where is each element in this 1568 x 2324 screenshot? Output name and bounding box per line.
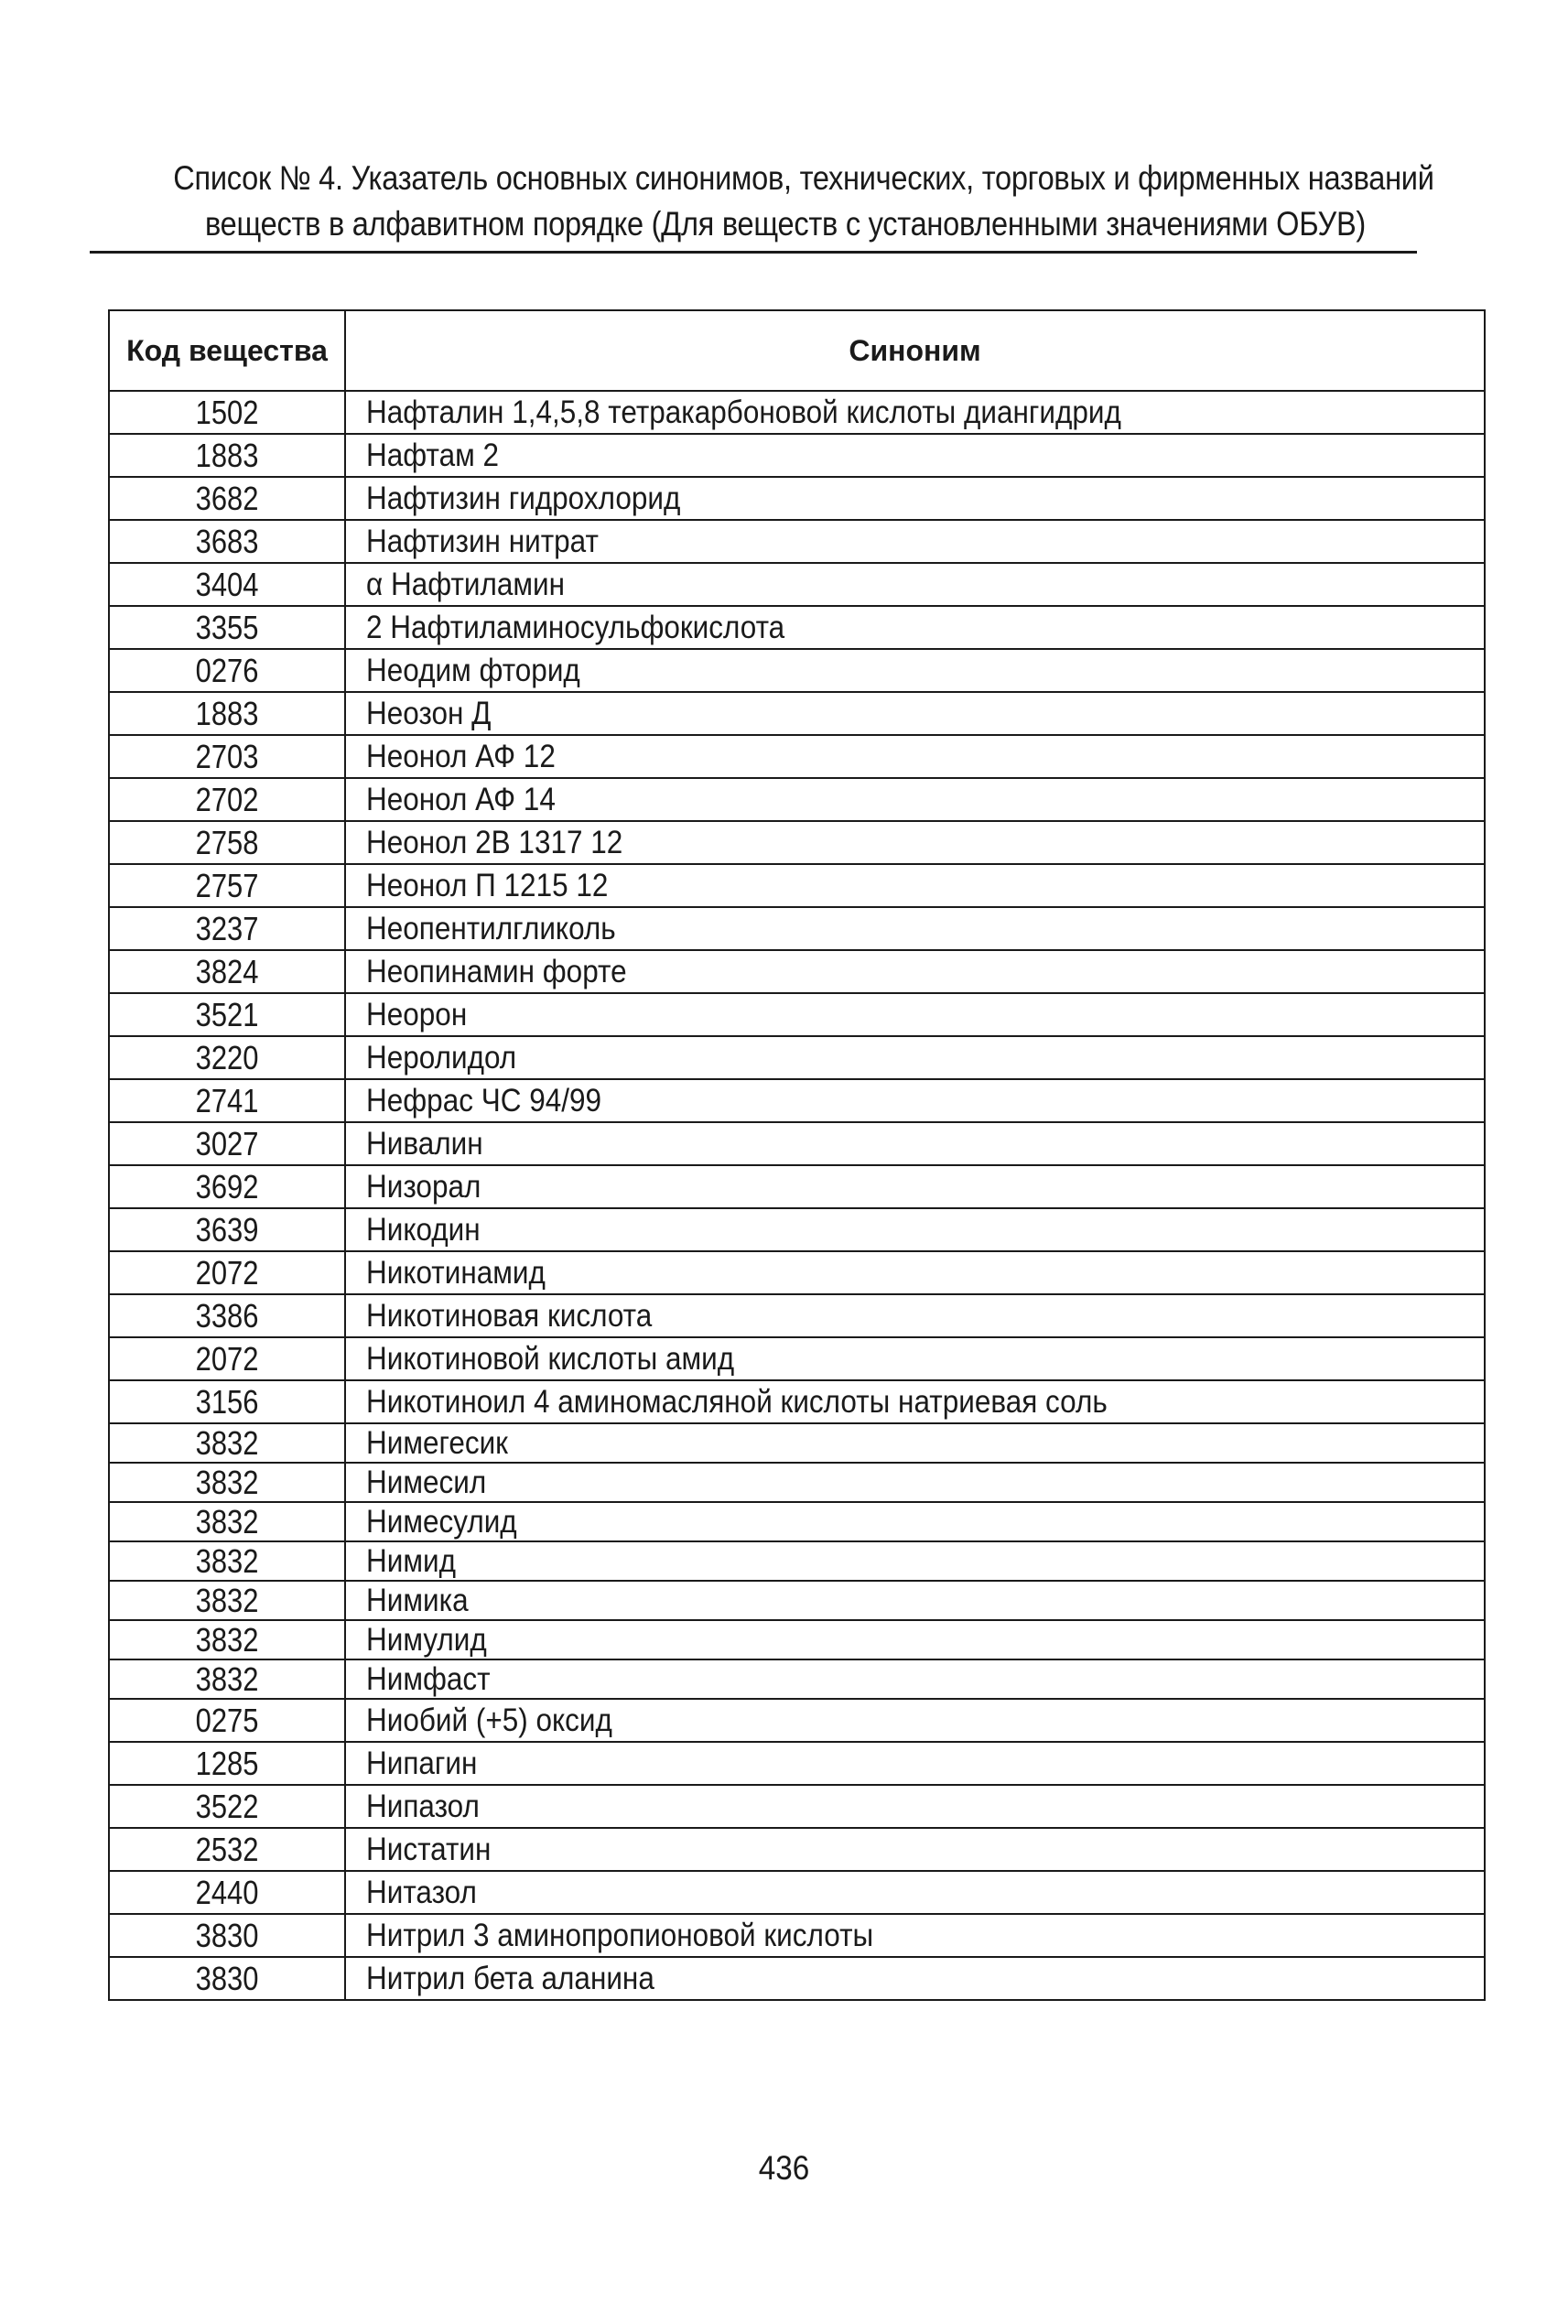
- synonym-cell: [345, 692, 1485, 735]
- synonym-text: α Нафтиламин: [366, 567, 566, 602]
- table-row: [109, 606, 1485, 649]
- table-row: [109, 1785, 1485, 1828]
- substance-code-cell: [109, 692, 345, 735]
- table-row: [109, 1871, 1485, 1914]
- table-row: [109, 950, 1485, 993]
- synonym-text: Нитрил бета аланина: [366, 1961, 654, 1996]
- substance-code-cell: [109, 1785, 345, 1828]
- synonym-text: Нимфаст: [366, 1661, 491, 1697]
- table-body: [109, 391, 1485, 2000]
- substance-code: 2757: [195, 867, 259, 904]
- table-row: [109, 1423, 1485, 1463]
- synonym-text: Нимид: [366, 1543, 456, 1579]
- substance-code: 1502: [195, 394, 259, 431]
- synonym-text: Нимесил: [366, 1465, 487, 1500]
- synonym-cell: [345, 864, 1485, 907]
- synonym-text: Неодим фторид: [366, 653, 580, 688]
- substance-code: 3237: [195, 910, 259, 947]
- synonym-cell: [345, 1423, 1485, 1463]
- synonym-cell: [345, 1659, 1485, 1699]
- substance-code: 1285: [195, 1745, 259, 1782]
- substance-code: 2702: [195, 781, 259, 818]
- synonym-cell: [345, 1251, 1485, 1294]
- synonym-cell: [345, 821, 1485, 864]
- synonym-cell: [345, 1337, 1485, 1380]
- table-row: [109, 1828, 1485, 1871]
- substance-code: 3404: [195, 566, 259, 603]
- synonym-text: Неозон Д: [366, 696, 492, 731]
- synonym-text: Неопентилгликоль: [366, 911, 616, 946]
- table-row: [109, 1742, 1485, 1785]
- synonym-cell: [345, 1742, 1485, 1785]
- substance-code: 3832: [195, 1582, 259, 1619]
- substance-code: 2741: [195, 1082, 259, 1119]
- synonym-cell: [345, 1294, 1485, 1337]
- substance-code: 2072: [195, 1254, 259, 1292]
- substance-code-cell: [109, 778, 345, 821]
- synonym-text: Нистатин: [366, 1832, 492, 1867]
- synonym-text: Никотинамид: [366, 1255, 546, 1291]
- synonym-text: Никотиноил 4 аминомасляной кислоты натриевая соль: [366, 1384, 1108, 1420]
- synonym-text: Нипагин: [366, 1746, 478, 1781]
- substance-code-cell: [109, 1463, 345, 1502]
- synonym-cell: [345, 1463, 1485, 1502]
- synonym-cell: [345, 520, 1485, 563]
- synonym-text: Никотиновой кислоты амид: [366, 1341, 735, 1377]
- substance-code-cell: [109, 1742, 345, 1785]
- table-row: [109, 1079, 1485, 1122]
- header-divider: [90, 251, 1417, 254]
- synonym-text: Нитрил 3 аминопропионовой кислоты: [366, 1918, 874, 1953]
- substance-code-cell: [109, 649, 345, 692]
- substance-code-cell: [109, 1502, 345, 1541]
- table-row: [109, 1251, 1485, 1294]
- synonym-cell: [345, 1122, 1485, 1165]
- synonym-text: 2 Нафтиламиносульфокислота: [366, 610, 785, 645]
- synonym-text: Неонол АФ 14: [366, 782, 556, 817]
- substance-code-cell: [109, 1541, 345, 1581]
- title-line-1: Список № 4. Указатель основных синонимов, технических, торговых и фирменных названий: [173, 159, 1434, 197]
- synonym-text: Низорал: [366, 1169, 481, 1205]
- synonym-text: Нимегесик: [366, 1425, 508, 1461]
- synonym-text: Неонол 2В 1317 12: [366, 825, 623, 860]
- substance-code: 2758: [195, 824, 259, 861]
- substance-code-cell: [109, 1251, 345, 1294]
- synonym-cell: [345, 649, 1485, 692]
- synonym-cell: [345, 778, 1485, 821]
- synonym-cell: [345, 1541, 1485, 1581]
- table-row: [109, 1380, 1485, 1423]
- synonym-text: Нивалин: [366, 1126, 483, 1162]
- table-row: [109, 907, 1485, 950]
- substance-code-cell: [109, 477, 345, 520]
- substance-code: 1883: [195, 437, 259, 474]
- substance-code: 0275: [195, 1702, 259, 1739]
- table-row: [109, 563, 1485, 606]
- table-row: [109, 1541, 1485, 1581]
- table-row: [109, 1208, 1485, 1251]
- substance-code: 3683: [195, 523, 259, 560]
- substance-code-cell: [109, 1957, 345, 2000]
- substance-code-cell: [109, 1659, 345, 1699]
- substance-code: 3832: [195, 1542, 259, 1580]
- synonym-cell: [345, 1828, 1485, 1871]
- synonym-cell: [345, 1914, 1485, 1957]
- substance-code: 3156: [195, 1383, 259, 1421]
- table-row: [109, 1036, 1485, 1079]
- substance-code-cell: [109, 434, 345, 477]
- table-row: [109, 1957, 1485, 2000]
- synonym-cell: [345, 1079, 1485, 1122]
- substance-code-cell: [109, 907, 345, 950]
- substance-code-cell: [109, 1914, 345, 1957]
- substance-code: 3521: [195, 996, 259, 1033]
- synonym-text: Ниобий (+5) оксид: [366, 1702, 612, 1738]
- table-row: [109, 1659, 1485, 1699]
- table-row: [109, 735, 1485, 778]
- table-row: [109, 692, 1485, 735]
- synonym-text: Нефрас ЧС 94/99: [366, 1083, 602, 1119]
- synonym-text: Нипазол: [366, 1789, 480, 1824]
- synonym-cell: [345, 907, 1485, 950]
- title-line-2: веществ в алфавитном порядке (Для веществ с установленными значениями ОБУВ): [204, 205, 1367, 243]
- substance-code-cell: [109, 1423, 345, 1463]
- synonym-text: Неролидол: [366, 1040, 517, 1076]
- synonym-text: Нафтизин гидрохлорид: [366, 481, 681, 516]
- substance-code-cell: [109, 1828, 345, 1871]
- synonym-cell: [345, 391, 1485, 434]
- synonym-cell: [345, 950, 1485, 993]
- synonym-text: Никодин: [366, 1212, 481, 1248]
- table-row: [109, 477, 1485, 520]
- substance-code: 3639: [195, 1211, 259, 1248]
- substance-code: 3830: [195, 1917, 259, 1954]
- synonym-cell: [345, 563, 1485, 606]
- synonym-text: Неонол П 1215 12: [366, 868, 609, 903]
- substance-code-cell: [109, 1036, 345, 1079]
- synonym-cell: [345, 1380, 1485, 1423]
- table-row: [109, 1294, 1485, 1337]
- substance-code: 3832: [195, 1503, 259, 1540]
- synonym-cell: [345, 1165, 1485, 1208]
- table-row: [109, 1699, 1485, 1742]
- table-row: [109, 520, 1485, 563]
- synonym-text: Никотиновая кислота: [366, 1298, 653, 1334]
- synonym-cell: [345, 1871, 1485, 1914]
- substance-code-cell: [109, 1208, 345, 1251]
- substance-code: 3355: [195, 609, 259, 646]
- substance-code-cell: [109, 821, 345, 864]
- synonym-text: Неонол АФ 12: [366, 739, 556, 774]
- substance-code-cell: [109, 606, 345, 649]
- substance-code-cell: [109, 735, 345, 778]
- substance-code-cell: [109, 1165, 345, 1208]
- synonym-text: Нитазол: [366, 1875, 477, 1910]
- synonym-text: Нимесулид: [366, 1504, 517, 1540]
- synonym-cell: [345, 1581, 1485, 1620]
- table-row: [109, 649, 1485, 692]
- page-title: [173, 156, 1434, 247]
- substance-code: 2532: [195, 1831, 259, 1868]
- synonym-text: Нафталин 1,4,5,8 тетракарбоновой кислоты диангидрид: [366, 395, 1121, 430]
- table-row: [109, 993, 1485, 1036]
- page-number: 436: [758, 2149, 810, 2187]
- synonym-text: Неорон: [366, 997, 468, 1032]
- substance-code-cell: [109, 1122, 345, 1165]
- synonym-text: Нафтизин нитрат: [366, 524, 599, 559]
- substance-code: 3832: [195, 1424, 259, 1462]
- substance-code-cell: [109, 1620, 345, 1659]
- substance-code: 3386: [195, 1297, 259, 1335]
- substance-code-cell: [109, 1337, 345, 1380]
- substance-code-cell: [109, 563, 345, 606]
- substance-code-cell: [109, 950, 345, 993]
- substance-code: 3832: [195, 1660, 259, 1698]
- substance-code: 3522: [195, 1788, 259, 1825]
- synonym-cell: [345, 735, 1485, 778]
- synonym-cell: [345, 1620, 1485, 1659]
- substance-code-cell: [109, 1871, 345, 1914]
- table-row: [109, 1620, 1485, 1659]
- substance-code: 3832: [195, 1621, 259, 1659]
- table-row: [109, 1165, 1485, 1208]
- synonym-text: Нимулид: [366, 1622, 487, 1658]
- table-row: [109, 1502, 1485, 1541]
- substance-code-cell: [109, 1581, 345, 1620]
- substance-code: 2440: [195, 1874, 259, 1911]
- header-code: Код вещества: [109, 310, 345, 391]
- synonym-text: Неопинамин форте: [366, 954, 627, 989]
- table-row: [109, 1337, 1485, 1380]
- table-row: [109, 1463, 1485, 1502]
- substance-code: 3682: [195, 480, 259, 517]
- synonym-table: [108, 309, 1486, 2001]
- synonym-cell: [345, 1036, 1485, 1079]
- synonym-text: Нафтам 2: [366, 438, 500, 473]
- table-row: [109, 1581, 1485, 1620]
- substance-code-cell: [109, 993, 345, 1036]
- substance-code: 3692: [195, 1168, 259, 1205]
- substance-code: 3832: [195, 1464, 259, 1501]
- synonym-cell: [345, 1785, 1485, 1828]
- substance-code-cell: [109, 1079, 345, 1122]
- synonym-cell: [345, 993, 1485, 1036]
- substance-code: 3830: [195, 1960, 259, 1997]
- synonym-cell: [345, 477, 1485, 520]
- synonym-cell: [345, 1699, 1485, 1742]
- synonym-cell: [345, 1208, 1485, 1251]
- table-row: [109, 1122, 1485, 1165]
- substance-code-cell: [109, 391, 345, 434]
- synonym-cell: [345, 1957, 1485, 2000]
- table-header-row: [109, 310, 1485, 391]
- table-row: [109, 864, 1485, 907]
- substance-code-cell: [109, 1294, 345, 1337]
- synonym-text: Нимика: [366, 1583, 469, 1618]
- table-row: [109, 821, 1485, 864]
- table-row: [109, 1914, 1485, 1957]
- substance-code-cell: [109, 864, 345, 907]
- substance-code-cell: [109, 1380, 345, 1423]
- substance-code-cell: [109, 520, 345, 563]
- substance-code: 1883: [195, 695, 259, 732]
- synonym-cell: [345, 434, 1485, 477]
- substance-code: 3220: [195, 1039, 259, 1076]
- substance-code: 2072: [195, 1340, 259, 1378]
- synonym-cell: [345, 1502, 1485, 1541]
- synonym-cell: [345, 606, 1485, 649]
- table-row: [109, 434, 1485, 477]
- substance-code: 3027: [195, 1125, 259, 1162]
- substance-code: 3824: [195, 953, 259, 990]
- table-row: [109, 778, 1485, 821]
- header-synonym: Синоним: [345, 310, 1485, 391]
- substance-code: 0276: [195, 652, 259, 689]
- substance-code-cell: [109, 1699, 345, 1742]
- table-row: [109, 391, 1485, 434]
- substance-code: 2703: [195, 738, 259, 775]
